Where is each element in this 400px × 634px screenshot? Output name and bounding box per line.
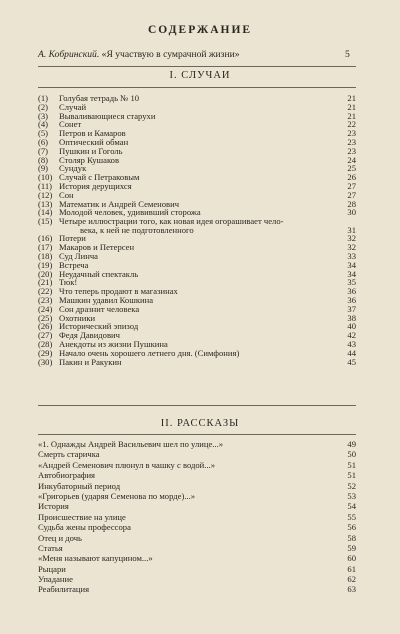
toc-item-number: (27)	[38, 330, 53, 341]
toc-item-title: Столяр Кушаков	[59, 154, 120, 165]
toc-item-page: 43	[347, 338, 356, 349]
toc-item-title: Случай	[59, 101, 87, 112]
toc-item-page: 36	[347, 294, 356, 305]
toc-item-title: Сон	[59, 189, 74, 200]
toc-item-title: Встреча	[59, 259, 89, 270]
toc-item-number: (4)	[38, 119, 49, 130]
toc-item-page: 21	[347, 101, 356, 112]
toc-item-page: 23	[347, 136, 356, 147]
toc-item-number: (20)	[38, 268, 53, 279]
toc-item-title: Вываливающиеся старухи	[59, 110, 156, 121]
toc-item-number: (1)	[38, 93, 49, 103]
toc-row	[38, 439, 356, 449]
toc-item-page: 34	[347, 259, 356, 270]
toc-row	[38, 512, 356, 522]
toc-item-title: «Григорьев (ударяя Семенова по морде)...»	[38, 490, 196, 501]
toc-row	[38, 522, 356, 532]
toc-item-title: Голубая тетрадь № 10	[59, 93, 140, 103]
toc-item-number: (6)	[38, 136, 49, 147]
toc-item-title: Реабилитация	[38, 584, 90, 595]
divider	[38, 405, 356, 406]
toc-item-number: (10)	[38, 172, 53, 183]
toc-item-page: 61	[347, 563, 356, 574]
toc-item-number: (5)	[38, 128, 49, 139]
toc-item-title: Упадание	[38, 574, 73, 585]
divider	[38, 66, 356, 67]
toc-item-title: Что теперь продают в магазинах	[59, 286, 178, 297]
toc-item-title: Петров и Камаров	[59, 128, 126, 139]
toc-item-page: 52	[347, 480, 356, 491]
toc-item-page: 36	[347, 286, 356, 297]
toc-item-page: 23	[347, 128, 356, 139]
toc-row	[38, 564, 356, 574]
toc-item-page: 58	[347, 532, 356, 543]
intro-title: «Я участвую в сумрачной жизни»	[101, 49, 240, 60]
toc-item-number: (18)	[38, 250, 53, 261]
intro-author: А. Кобринский.	[38, 49, 100, 60]
toc-item-page: 38	[347, 312, 356, 323]
toc-item-page: 44	[347, 347, 356, 358]
toc-row	[38, 543, 356, 553]
toc-item-title: История дерущихся	[59, 180, 132, 191]
toc-item-title: Оптический обман	[59, 136, 129, 147]
toc-item-number: (23)	[38, 294, 53, 305]
toc-item-title: Смерть старичка	[38, 449, 100, 460]
toc-item-title: Макаров и Петерсен	[59, 242, 135, 253]
toc-item-number: (11)	[38, 180, 52, 191]
toc-item-page: 31	[347, 224, 356, 235]
toc-item-page: 63	[347, 584, 356, 595]
toc-item-page: 56	[347, 522, 356, 533]
toc-row	[38, 270, 356, 279]
toc-item-title: Статья	[38, 542, 63, 553]
toc-item-number: (16)	[38, 233, 53, 244]
toc-item-page: 40	[347, 321, 356, 332]
toc-item-title: Сундук	[59, 163, 87, 174]
toc-item-title: Автобиография	[38, 470, 96, 481]
toc-item-title: Федя Давидович	[59, 330, 120, 341]
toc-item-title: Отец и дочь	[38, 532, 82, 543]
toc-item-page: 25	[347, 163, 356, 174]
toc-item-page: 37	[347, 303, 356, 314]
toc-row	[38, 533, 356, 543]
toc-item-page: 23	[347, 145, 356, 156]
toc-row	[38, 460, 356, 470]
toc-item-number: (29)	[38, 347, 53, 358]
toc-item-title: Неудачный спектакль	[59, 268, 139, 279]
toc-item-title: Сон дразнит человека	[59, 303, 140, 314]
toc-item-page: 32	[347, 242, 356, 253]
toc-row	[38, 112, 356, 121]
toc-item-title: «1. Однажды Андрей Васильевич шел по улице...»	[38, 439, 224, 449]
toc-item-title: Потери	[59, 233, 86, 244]
toc-row	[38, 491, 356, 501]
toc-item-title: Анекдоты из жизни Пушкина	[59, 338, 168, 349]
section-heading-cases: I. СЛУЧАИ	[169, 70, 231, 81]
cases-list	[38, 94, 356, 366]
toc-item-page: 42	[347, 330, 356, 341]
toc-item-title: Рыцари	[38, 563, 66, 574]
toc-item-number: (2)	[38, 101, 49, 112]
section-heading-stories: II. РАССКАЗЫ	[160, 418, 240, 429]
toc-item-number: (24)	[38, 303, 53, 314]
page-title: СОДЕРЖАНИЕ	[147, 24, 253, 36]
divider	[38, 87, 356, 88]
toc-item-number: (15)	[38, 216, 53, 227]
toc-item-title: «Андрей Семенович плюнул в чашку с водой...»	[38, 459, 216, 470]
toc-item-title: Машкин удавил Кошкина	[59, 294, 154, 305]
divider	[38, 434, 356, 435]
toc-row	[38, 584, 356, 594]
toc-item-page: 21	[347, 93, 356, 103]
toc-item-page: 22	[347, 119, 356, 130]
toc-item-number: (12)	[38, 189, 53, 200]
toc-item-title: «Меня называют капуцином...»	[38, 553, 153, 564]
toc-item-page: 28	[347, 198, 356, 209]
toc-item-page: 33	[347, 250, 356, 261]
toc-item-title: Происшествие на улице	[38, 511, 126, 522]
toc-item-page: 32	[347, 233, 356, 244]
toc-item-page: 51	[347, 470, 356, 481]
toc-item-title: Пакин и Ракукин	[59, 356, 122, 367]
toc-item-page: 27	[347, 180, 356, 191]
toc-item-title: Четыре иллюстрации того, как новая идея огорашивает чело-	[59, 216, 284, 227]
toc-row	[38, 574, 356, 584]
toc-item-number: (28)	[38, 338, 53, 349]
toc-item-page: 51	[347, 459, 356, 470]
toc-item-number: (21)	[38, 277, 53, 288]
toc-item-title: Инкубаторный период	[38, 480, 121, 491]
toc-row	[38, 553, 356, 563]
toc-item-page: 34	[347, 268, 356, 279]
intro-page-number: 5	[345, 49, 350, 60]
toc-item-title: Начало очень хорошего летнего дня. (Симфония)	[59, 347, 240, 358]
toc-item-page: 53	[347, 490, 356, 501]
toc-item-page: 45	[347, 356, 356, 367]
toc-item-page: 50	[347, 449, 356, 460]
toc-item-page: 21	[347, 110, 356, 121]
toc-row	[38, 449, 356, 459]
toc-row	[38, 470, 356, 480]
toc-item-title: Охотники	[59, 312, 96, 323]
toc-item-page: 55	[347, 511, 356, 522]
toc-item-number: (3)	[38, 110, 49, 121]
stories-list	[38, 439, 356, 595]
toc-item-number: (14)	[38, 207, 53, 218]
toc-item-page: 26	[347, 172, 356, 183]
toc-item-number: (8)	[38, 154, 49, 165]
toc-item-page: 59	[347, 542, 356, 553]
toc-item-number: (22)	[38, 286, 53, 297]
toc-item-page: 60	[347, 553, 356, 564]
toc-item-number: (9)	[38, 163, 49, 174]
toc-item-page: 24	[347, 154, 356, 165]
toc-item-title-continued: века, к ней не подготовленного	[80, 224, 194, 235]
toc-item-number: (13)	[38, 198, 53, 209]
toc-item-number: (25)	[38, 312, 53, 323]
toc-item-number: (26)	[38, 321, 53, 332]
toc-item-title: История	[38, 501, 69, 512]
toc-item-page: 27	[347, 189, 356, 200]
toc-row	[38, 501, 356, 511]
toc-item-title: Пушкин и Гоголь	[59, 145, 123, 156]
toc-item-page: 54	[347, 501, 356, 512]
toc-item-number: (30)	[38, 356, 53, 367]
toc-item-page: 35	[347, 277, 356, 288]
intro-entry	[38, 49, 356, 60]
toc-row	[38, 182, 356, 191]
toc-item-title: Молодой человек, удививший сторожа	[59, 207, 201, 218]
toc-item-title: Судьба жены профессора	[38, 522, 131, 533]
toc-item-number: (17)	[38, 242, 53, 253]
toc-item-title: Математик и Андрей Семенович	[59, 198, 180, 209]
toc-item-page: 30	[347, 207, 356, 218]
toc-item-number: (19)	[38, 259, 53, 270]
toc-item-page: 49	[347, 439, 356, 449]
toc-row	[38, 481, 356, 491]
toc-item-title: Сонет	[59, 119, 82, 130]
toc-item-title: Тюк!	[59, 277, 78, 288]
toc-item-title: Случай с Петраковым	[59, 172, 140, 183]
toc-item-number: (7)	[38, 145, 49, 156]
toc-item-title: Исторический эпизод	[59, 321, 139, 332]
toc-item-title: Суд Линча	[59, 250, 98, 261]
toc-row	[38, 358, 356, 367]
toc-item-page: 62	[347, 574, 356, 585]
